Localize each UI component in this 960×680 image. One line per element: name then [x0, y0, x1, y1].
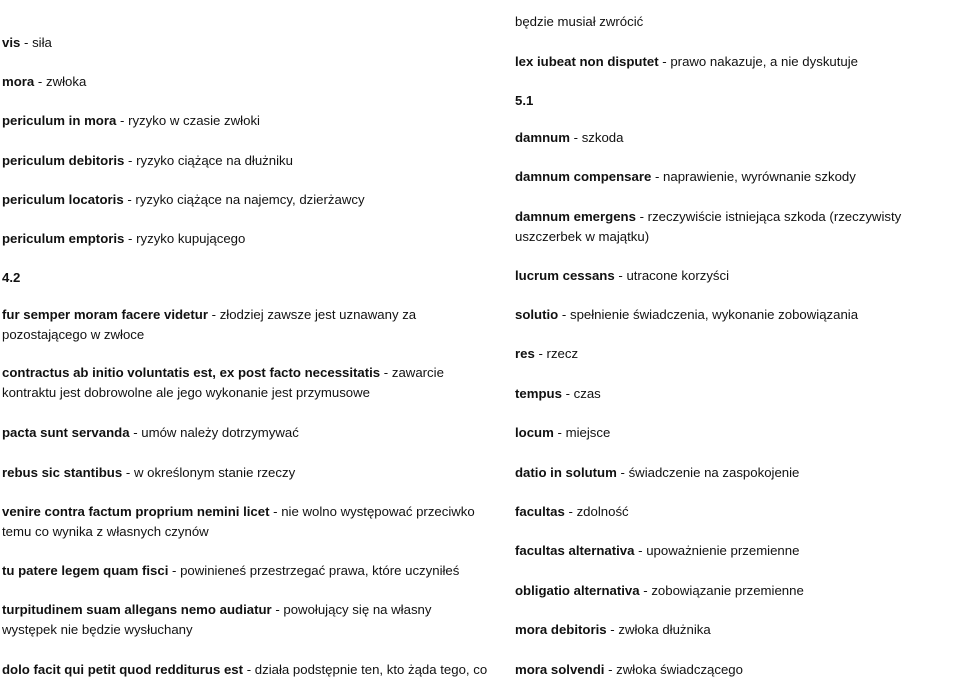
entry-definition: powinieneś przestrzegać prawa, które uczyniłeś [180, 563, 460, 579]
entry-definition: w określonym stanie rzeczy [133, 465, 296, 481]
entry-term: lucrum cessans [515, 268, 615, 284]
entry-separator: - [534, 346, 547, 362]
entry-damnum [515, 128, 960, 148]
entry-term: periculum debitoris [2, 153, 125, 169]
entry-term: pacta sunt servanda [2, 425, 130, 441]
entry-separator: - [129, 425, 142, 441]
entry-damnum-compensare [515, 167, 960, 187]
entry-separator: - [651, 169, 664, 185]
entry-definition: szkoda [581, 130, 624, 146]
entry-separator: - [34, 74, 46, 90]
entry-definition: świadczenie na zaspokojenie [628, 465, 800, 481]
entry-contractus [2, 363, 487, 402]
entry-definition: ryzyko w czasie zwłoki [128, 113, 260, 129]
entry-mora [2, 72, 487, 92]
entry-term: locum [515, 425, 554, 441]
entry-term: periculum locatoris [2, 192, 124, 208]
entry-definition: rzeczywiście istniejąca szkoda (rzeczywisty uszczerbek w majątku) [515, 209, 902, 244]
entry-separator: - [269, 504, 282, 520]
entry-term: 5.1 [515, 93, 534, 109]
entry-res [515, 344, 960, 364]
entry-separator: - [634, 543, 647, 559]
entry-separator: - [124, 153, 137, 169]
entry-separator: - [168, 563, 181, 579]
entry-vis [2, 33, 487, 53]
entry-definition: złodziej zawsze jest uznawany za pozostającego w zwłoce [2, 307, 417, 342]
entry-term: mora debitoris [515, 622, 607, 638]
entry-definition: zdolność [576, 504, 629, 520]
entry-definition: miejsce [565, 425, 611, 441]
entry-locum [515, 423, 960, 443]
entry-separator: - [553, 425, 566, 441]
entry-definition: zobowiązanie przemienne [651, 583, 804, 599]
entry-term: damnum compensare [515, 169, 652, 185]
entry-separator: - [604, 662, 617, 678]
entry-definition: spełnienie świadczenia, wykonanie zobowiązania [569, 307, 859, 323]
entry-separator: - [558, 307, 570, 323]
entry-definition: zwłoka dłużnika [618, 622, 711, 638]
entry-term: dolo facit qui petit quod redditurus est [2, 662, 244, 678]
entry-term: fur semper moram facere videtur [2, 307, 208, 323]
entry-separator: - [271, 602, 284, 618]
entry-term: mora [2, 74, 35, 90]
entry-term: turpitudinem suam allegans nemo audiatur [2, 602, 272, 618]
entry-datio-in-solutum [515, 463, 960, 483]
entry-separator: - [380, 365, 392, 381]
entry-separator: - [243, 662, 255, 678]
entry-definition: upoważnienie przemienne [646, 543, 800, 559]
entry-separator: - [207, 307, 220, 323]
entry-term: 4.2 [2, 270, 21, 286]
entry-definition: zwłoka świadczącego [616, 662, 743, 678]
entry-mora-solvendi [515, 660, 960, 680]
entry-separator: - [639, 583, 652, 599]
entry-definition: prawo nakazuje, a nie dyskutuje [670, 54, 859, 70]
entry-separator: - [116, 113, 129, 129]
entry-facultas [515, 502, 960, 522]
entry-periculum-locatoris [2, 190, 487, 210]
section-number-4-2 [2, 268, 487, 288]
entry-definition: zwłoka [45, 74, 87, 90]
entry-definition: czas [573, 386, 601, 402]
entry-definition: umów należy dotrzymywać [141, 425, 299, 441]
entry-term: solutio [515, 307, 559, 323]
entry-separator: - [123, 192, 136, 208]
section-number-5-1 [515, 91, 960, 111]
entry-definition: działa podstępnie ten, kto żąda tego, co [254, 662, 488, 678]
entry-separator: - [635, 209, 648, 225]
entry-separator: - [616, 465, 629, 481]
entry-term: periculum in mora [2, 113, 117, 129]
entry-term: vis [2, 35, 21, 51]
entry-mora-debitoris [515, 620, 960, 640]
entry-continuation [515, 12, 960, 32]
entry-separator: - [564, 504, 577, 520]
entry-definition: powołujący się na własny występek nie będzie wysłuchany [2, 602, 432, 637]
entry-lucrum-cessans [515, 266, 960, 286]
entry-lex-iubeat [515, 52, 960, 72]
entry-separator: - [124, 231, 137, 247]
entry-tempus [515, 384, 960, 404]
entry-definition: ryzyko kupującego [136, 231, 246, 247]
entry-term: contractus ab initio voluntatis est, ex post facto necessitatis [2, 365, 381, 381]
entry-pacta-sunt-servanda [2, 423, 487, 443]
entry-separator: - [658, 54, 671, 70]
entry-separator: - [569, 130, 582, 146]
entry-solutio [515, 305, 960, 325]
entry-definition: ryzyko ciążące na najemcy, dzierżawcy [135, 192, 365, 208]
entry-definition: nie wolno występować przeciwko temu co wynika z własnych czynów [2, 504, 475, 539]
entry-term: damnum [515, 130, 570, 146]
entry-term: damnum emergens [515, 209, 636, 225]
entry-rebus-sic-stantibus [2, 463, 487, 483]
entry-facultas-alternativa [515, 541, 960, 561]
entry-term: datio in solutum [515, 465, 617, 481]
entry-obligatio-alternativa [515, 581, 960, 601]
entry-separator: - [614, 268, 627, 284]
entry-term: mora solvendi [515, 662, 605, 678]
entry-term: periculum emptoris [2, 231, 125, 247]
entry-dolo-facit [2, 660, 487, 680]
entry-term: venire contra factum proprium nemini licet [2, 504, 270, 520]
entry-turpitudinem [2, 600, 487, 639]
entry-separator: - [20, 35, 33, 51]
entry-separator: - [606, 622, 619, 638]
entry-definition: rzecz [546, 346, 579, 362]
entry-damnum-emergens [515, 207, 960, 246]
entry-definition: siła [32, 35, 52, 51]
entry-definition: będzie musiał zwrócić [515, 14, 644, 30]
entry-term: tempus [515, 386, 562, 402]
entry-term: obligatio alternativa [515, 583, 640, 599]
entry-term: rebus sic stantibus [2, 465, 123, 481]
entry-term: res [515, 346, 535, 362]
entry-tu-patere [2, 561, 487, 581]
entry-fur-semper [2, 305, 487, 344]
entry-term: tu patere legem quam fisci [2, 563, 169, 579]
entry-definition: utracone korzyści [626, 268, 730, 284]
entry-term: facultas [515, 504, 565, 520]
entry-term: facultas alternativa [515, 543, 635, 559]
entry-definition: ryzyko ciążące na dłużniku [136, 153, 293, 169]
entry-separator: - [561, 386, 574, 402]
entry-term: lex iubeat non disputet [515, 54, 659, 70]
entry-definition: zawarcie kontraktu jest dobrowolne ale jego wykonanie jest przymusowe [2, 365, 444, 400]
entry-venire-contra [2, 502, 487, 541]
entry-periculum-debitoris [2, 151, 487, 171]
entry-separator: - [122, 465, 134, 481]
entry-periculum-emptoris [2, 229, 487, 249]
entry-periculum-in-mora [2, 111, 487, 131]
entry-definition: naprawienie, wyrównanie szkody [663, 169, 856, 185]
